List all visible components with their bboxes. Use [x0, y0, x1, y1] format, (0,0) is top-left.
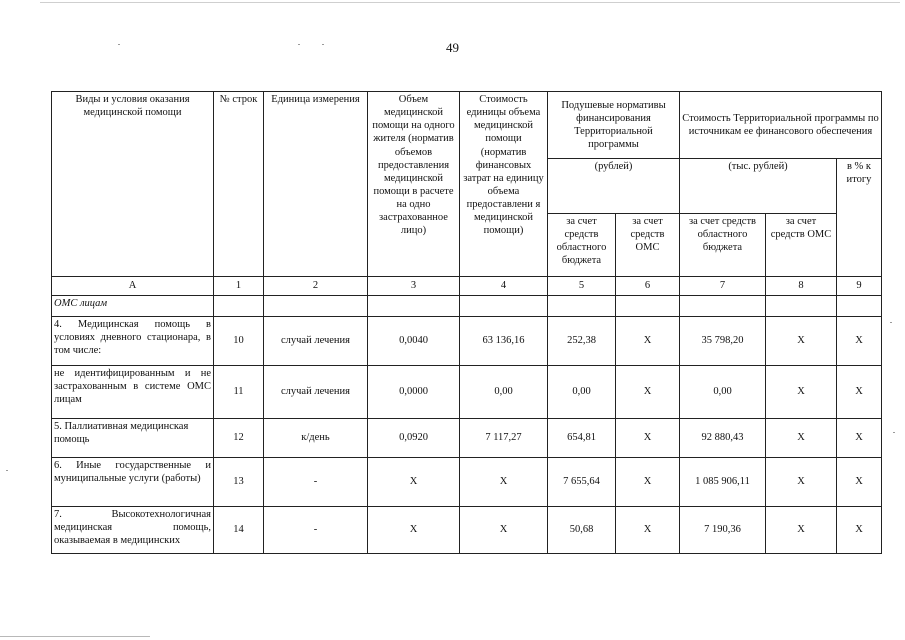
- page-number: 49: [446, 40, 459, 55]
- row-per-capita-oms: Х: [616, 317, 680, 366]
- row-unit-cost: Х: [460, 458, 548, 507]
- row-total-budget: 7 190,36: [680, 507, 766, 554]
- row-total-budget: 92 880,43: [680, 419, 766, 458]
- row-name: 5. Паллиативная медицинская помощь: [52, 419, 214, 458]
- empty-cell: [837, 296, 882, 317]
- header-col-1: № строк: [214, 92, 264, 277]
- empty-cell: [214, 296, 264, 317]
- header-col-4: Стоимость единицы объема медицинской помощи (норматив финансовых затрат на единицу объема предоставлени я медицинской помощи): [460, 92, 548, 277]
- row-unit: случай лечения: [264, 317, 368, 366]
- index-cell: 3: [368, 277, 460, 296]
- empty-cell: [368, 296, 460, 317]
- header-col-7: за счет средств областного бюджета: [680, 214, 766, 277]
- header-unit-thousand-rubles: (тыс. рублей): [680, 159, 837, 214]
- empty-cell: [680, 296, 766, 317]
- row-volume: 0,0000: [368, 366, 460, 419]
- row-total-oms: Х: [766, 366, 837, 419]
- header-group-per-capita: Подушевые нормативы финансирования Территориальной программы: [548, 92, 680, 159]
- row-unit-cost: 63 136,16: [460, 317, 548, 366]
- row-line-number: 10: [214, 317, 264, 366]
- row-percent: Х: [837, 366, 882, 419]
- row-unit: -: [264, 507, 368, 554]
- row-total-budget: 35 798,20: [680, 317, 766, 366]
- index-cell: 6: [616, 277, 680, 296]
- scan-speck: [893, 432, 895, 433]
- header-col-2: Единица измерения: [264, 92, 368, 277]
- index-cell: 2: [264, 277, 368, 296]
- index-cell: А: [52, 277, 214, 296]
- row-per-capita-budget: 0,00: [548, 366, 616, 419]
- index-cell: 7: [680, 277, 766, 296]
- row-per-capita-oms: Х: [616, 507, 680, 554]
- column-index-row: [52, 277, 882, 296]
- index-cell: 5: [548, 277, 616, 296]
- row-percent: Х: [837, 458, 882, 507]
- row-unit: -: [264, 458, 368, 507]
- index-cell: 4: [460, 277, 548, 296]
- index-cell: 1: [214, 277, 264, 296]
- row-name: не идентифицированным и не застрахованным в системе ОМС лицам: [52, 366, 214, 419]
- row-total-oms: Х: [766, 419, 837, 458]
- row-volume: 0,0040: [368, 317, 460, 366]
- row-total-oms: Х: [766, 317, 837, 366]
- header-col-9: в % к итогу: [837, 159, 882, 277]
- row-name: 4. Медицинская помощь в условиях дневного стационара, в том числе:: [52, 317, 214, 366]
- empty-cell: [548, 296, 616, 317]
- header-group-total-cost: Стоимость Территориальной программы по источникам ее финансового обеспечения: [680, 92, 882, 159]
- index-cell: 9: [837, 277, 882, 296]
- row-unit: к/день: [264, 419, 368, 458]
- scan-speck: [890, 322, 892, 323]
- row-total-oms: Х: [766, 507, 837, 554]
- header-col-a: Виды и условия оказания медицинской помощи: [52, 92, 214, 277]
- row-percent: Х: [837, 317, 882, 366]
- row-name: 7. Высокотехнологичная медицинская помощь, оказываемая в медицинских: [52, 507, 214, 554]
- row-volume: Х: [368, 458, 460, 507]
- header-unit-rubles: (рублей): [548, 159, 680, 214]
- index-cell: 8: [766, 277, 837, 296]
- row-per-capita-oms: Х: [616, 458, 680, 507]
- row-unit: случай лечения: [264, 366, 368, 419]
- section-label: ОМС лицам: [52, 296, 214, 317]
- scan-bottom-edge: [0, 636, 150, 637]
- scan-top-edge: [40, 2, 900, 3]
- row-per-capita-budget: 7 655,64: [548, 458, 616, 507]
- row-line-number: 14: [214, 507, 264, 554]
- row-line-number: 11: [214, 366, 264, 419]
- header-col-8: за счет средств ОМС: [766, 214, 837, 277]
- row-unit-cost: 7 117,27: [460, 419, 548, 458]
- row-per-capita-budget: 654,81: [548, 419, 616, 458]
- empty-cell: [460, 296, 548, 317]
- row-volume: 0,0920: [368, 419, 460, 458]
- section-row: [52, 296, 882, 317]
- row-volume: Х: [368, 507, 460, 554]
- row-unit-cost: Х: [460, 507, 548, 554]
- header-row-1: [52, 92, 882, 159]
- header-col-3: Объем медицинской помощи на одного жителя (норматив объемов предоставления медицинской помощи в расчете на одно застрахованное лицо): [368, 92, 460, 277]
- header-col-6: за счет средств ОМС: [616, 214, 680, 277]
- row-per-capita-budget: 50,68: [548, 507, 616, 554]
- row-per-capita-oms: Х: [616, 366, 680, 419]
- row-total-budget: 1 085 906,11: [680, 458, 766, 507]
- header-col-5: за счет средств областного бюджета: [548, 214, 616, 277]
- financing-table: [51, 91, 882, 554]
- table-row: [52, 507, 882, 554]
- row-percent: Х: [837, 419, 882, 458]
- table-row: [52, 419, 882, 458]
- row-per-capita-budget: 252,38: [548, 317, 616, 366]
- row-line-number: 12: [214, 419, 264, 458]
- row-total-oms: Х: [766, 458, 837, 507]
- empty-cell: [766, 296, 837, 317]
- table-row: [52, 366, 882, 419]
- table-row: [52, 317, 882, 366]
- row-total-budget: 0,00: [680, 366, 766, 419]
- row-per-capita-oms: Х: [616, 419, 680, 458]
- row-percent: Х: [837, 507, 882, 554]
- empty-cell: [264, 296, 368, 317]
- row-unit-cost: 0,00: [460, 366, 548, 419]
- row-name: 6. Иные государственные и муниципальные услуги (работы): [52, 458, 214, 507]
- row-line-number: 13: [214, 458, 264, 507]
- empty-cell: [616, 296, 680, 317]
- scan-speck: [6, 470, 8, 471]
- table-row: [52, 458, 882, 507]
